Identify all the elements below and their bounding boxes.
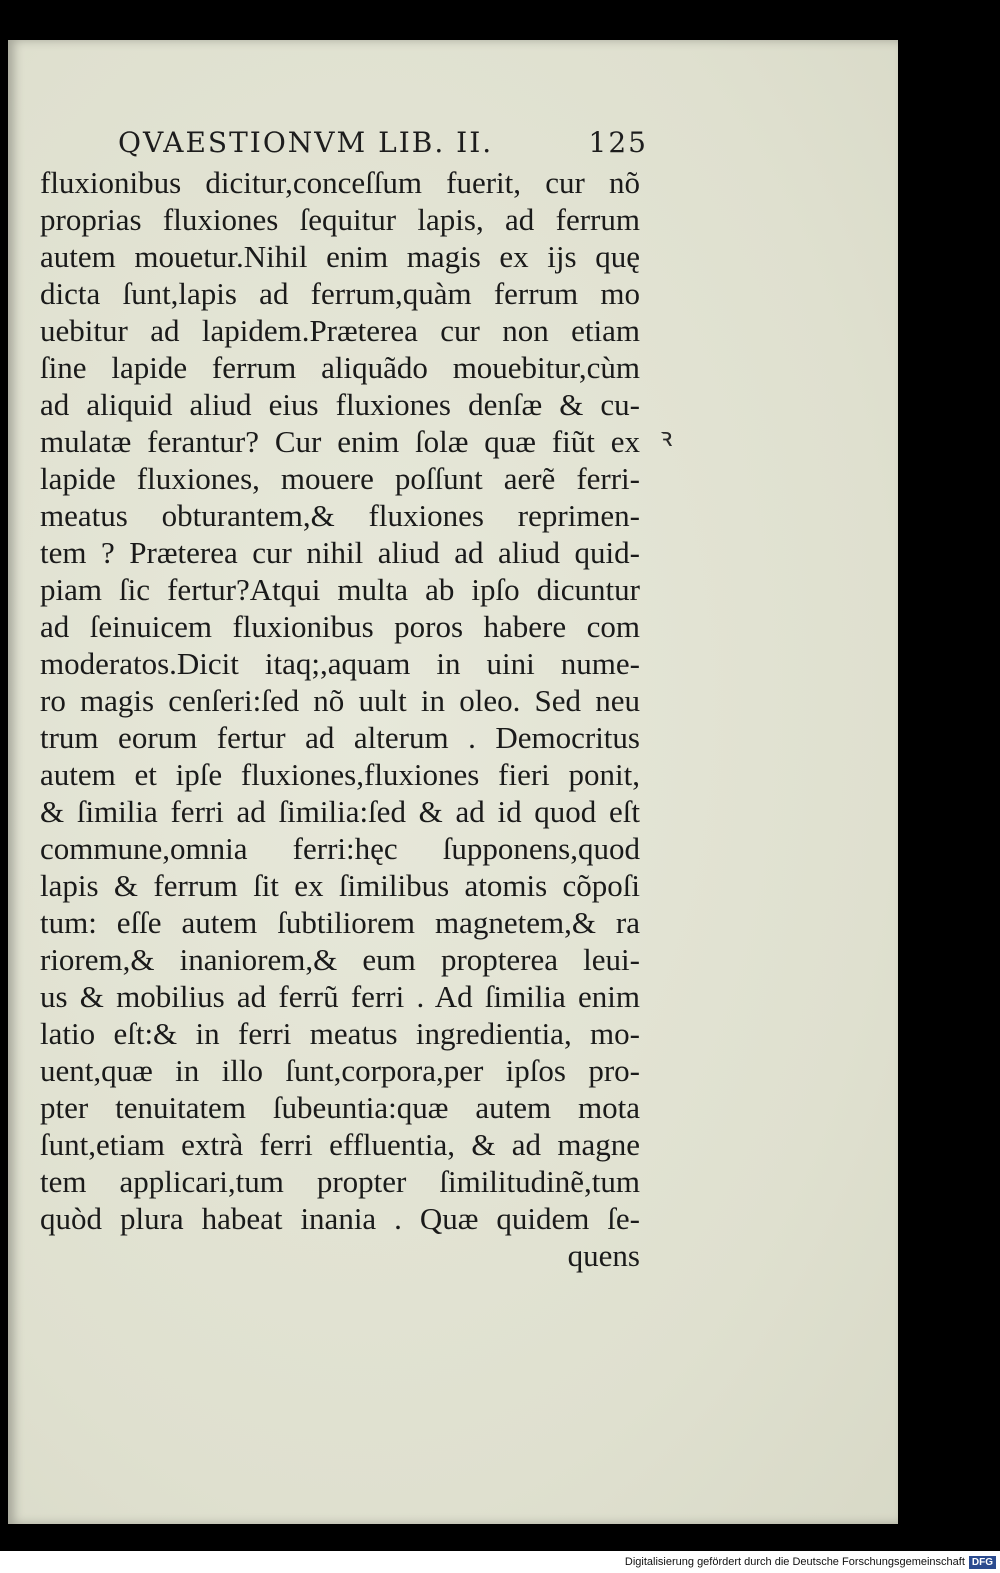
text-line: ſunt,etiam extrà ferri effluentia, & ad magne <box>40 1127 640 1162</box>
text-line: proprias fluxiones ſequitur lapis, ad ferrum <box>40 202 640 237</box>
text-line: lapis & ferrum ſit ex ſimilibus atomis cõpoſi <box>40 868 640 903</box>
text-line: dicta ſunt,lapis ad ferrum,quàm ferrum mo <box>40 276 640 311</box>
text-line: piam ſic fertur?Atqui multa ab ipſo dicuntur <box>40 572 640 607</box>
margin-mark: ꝛ <box>660 423 673 453</box>
text-line: fluxionibus dicitur,conceſſum fuerit, cur nõ <box>40 165 640 200</box>
text-line: autem et ipſe fluxiones,fluxiones fieri ponit, <box>40 757 640 792</box>
body-text <box>40 164 640 1274</box>
text-line: ſine lapide ferrum aliquãdo mouebitur,cùm <box>40 350 640 385</box>
text-line: uebitur ad lapidem.Præterea cur non etiam <box>40 313 640 348</box>
text-line: tum: eſſe autem ſubtiliorem magnetem,& ra <box>40 905 640 940</box>
text-line: & ſimilia ferri ad ſimilia:ſed & ad id quod eſt <box>40 794 640 829</box>
text-line: lapide fluxiones, mouere poſſunt aerẽ ferri- <box>40 461 640 496</box>
text-line: meatus obturantem,& fluxiones reprimen- <box>40 498 640 533</box>
text-line: trum eorum fertur ad alterum . Democritus <box>40 720 640 755</box>
text-line: moderatos.Dicit itaq;,aquam in uini nume- <box>40 646 640 681</box>
running-head <box>118 126 648 159</box>
text-line: uent,quæ in illo ſunt,corpora,per ipſos pro- <box>40 1053 640 1088</box>
text-line: latio eſt:& in ferri meatus ingredientia, mo- <box>40 1016 640 1051</box>
dfg-logo-icon: DFG <box>969 1556 996 1569</box>
page-number: 125 <box>588 126 648 159</box>
footer-credit: Digitalisierung gefördert durch die Deutsche Forschungsgemeinschaft <box>624 1556 965 1568</box>
text-line: ro magis cenſeri:ſed nõ uult in oleo. Sed neu <box>40 683 640 718</box>
text-line: quòd plura habeat inania . Quæ quidem ſe- <box>40 1201 640 1236</box>
text-line: ad aliquid aliud eius fluxiones denſæ & cu- <box>40 387 640 422</box>
text-line: ad ſeinuicem fluxionibus poros habere com <box>40 609 640 644</box>
text-line: tem ? Præterea cur nihil aliud ad aliud quid- <box>40 535 640 570</box>
text-line: tem applicari,tum propter ſimilitudinẽ,tum <box>40 1164 640 1199</box>
catchword: quens <box>567 1238 640 1273</box>
running-title: QVAESTIONVM LIB. II. <box>118 126 494 159</box>
text-line: riorem,& inaniorem,& eum propterea leui- <box>40 942 640 977</box>
book-page <box>8 40 898 1524</box>
text-line: us & mobilius ad ferrũ ferri . Ad ſimilia enim <box>40 979 640 1014</box>
text-line: autem mouetur.Nihil enim magis ex ijs quę <box>40 239 640 274</box>
text-line: pter tenuitatem ſubeuntia:quæ autem mota <box>40 1090 640 1125</box>
digitization-footer <box>0 1551 1000 1573</box>
text-line: commune,omnia ferri:hęc ſupponens,quod <box>40 831 640 866</box>
text-line: mulatæ ferantur? Cur enim ſolæ quæ fiũt ex <box>40 424 640 459</box>
